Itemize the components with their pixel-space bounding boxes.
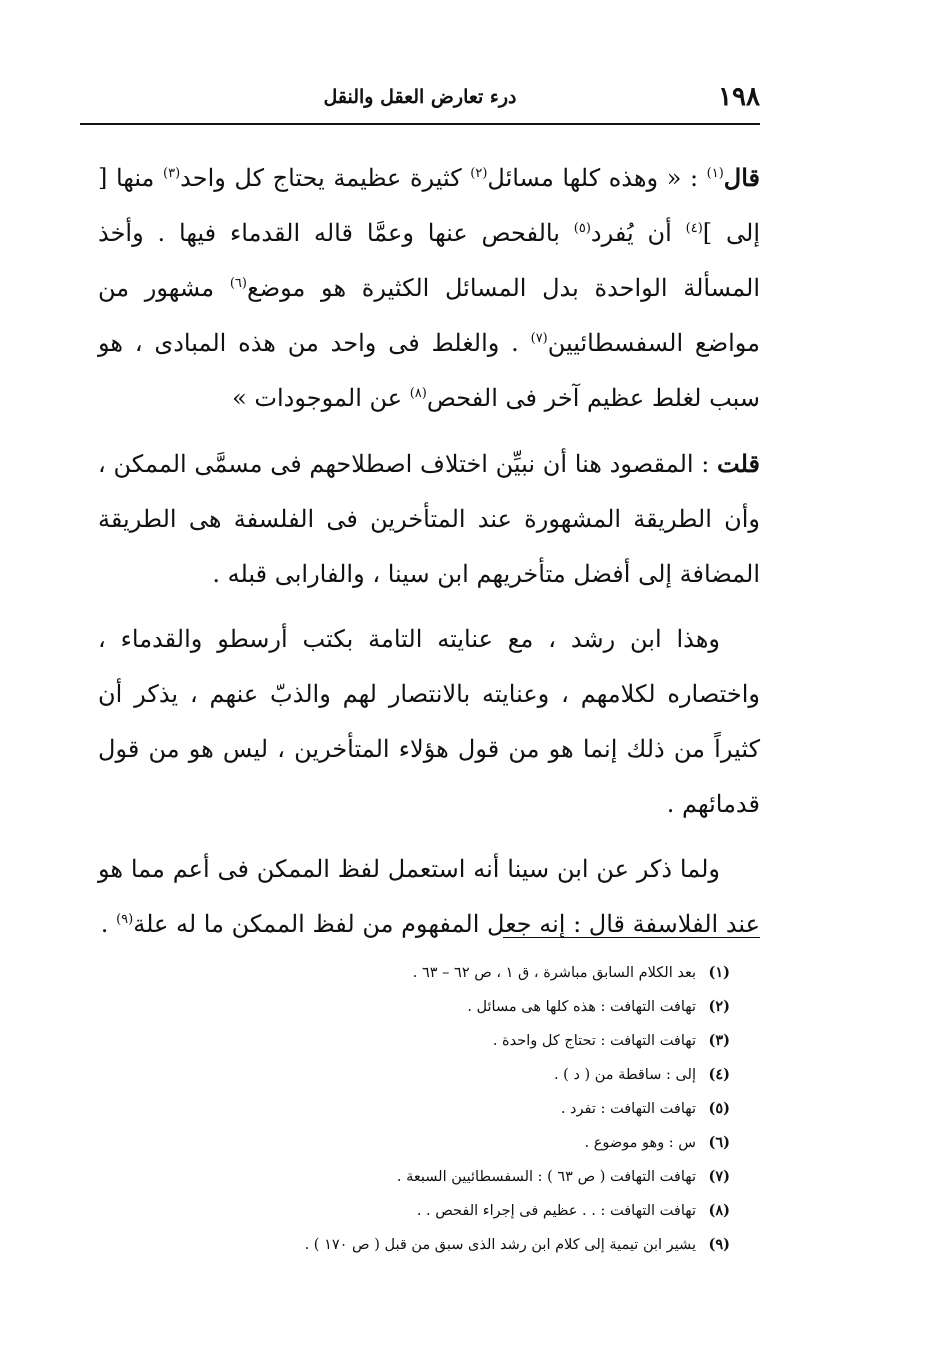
footnote-number: (٦) — [708, 1134, 730, 1151]
footnote-text: يشير ابن تيمية إلى كلام ابن رشد الذى سبق من قبل ( ص ١٧٠ ) . — [304, 1237, 696, 1253]
footnote-marker: (٨) — [409, 386, 427, 401]
paragraph — [98, 842, 760, 952]
running-title: درء تعارض العقل والنقل — [323, 86, 517, 108]
footnote-item — [120, 1024, 730, 1058]
footnote-item — [120, 1092, 730, 1126]
text-segment: بالفحص عنها وعمَّا قاله القدماء فيها . وأخذ المسألة الواحدة بدل المسائل الكثيرة هو موضع — [98, 219, 760, 302]
footnote-item — [120, 956, 730, 990]
footnote-item — [120, 1160, 730, 1194]
text-segment: كثيرة عظيمة يحتاج كل واحد — [180, 164, 471, 192]
footnote-marker: (٥) — [573, 221, 591, 236]
footnote-marker: (٤) — [685, 221, 703, 236]
footnote-number: (٤) — [708, 1066, 730, 1083]
footnote-text: بعد الكلام السابق مباشرة ، ق ١ ، ص ٦٢ – ٦٣ . — [412, 965, 696, 981]
text-segment: وهذا ابن رشد ، مع عنايته التامة بكتب أرسطو والقدماء ، واختصاره لكلامهم ، وعنايته بالانتصار لهم والذبّ عنهم ، يذكر أن كثيراً من ذلك إنما هو من قول هؤلاء المتأخرين ، ليس هو من قول قدمائهم . — [98, 625, 760, 818]
footnote-text: تهافت التهافت : . . عظيم فى إجراء الفحص . . — [416, 1203, 696, 1219]
footnote-number: (٧) — [708, 1168, 730, 1185]
text-segment: : المقصود هنا أن نبيِّن اختلاف اصطلاحهم فى مسمَّى الممكن ، وأن الطريقة المشهورة عند المتأخرين فى الفلسفة هى الطريقة المضافة إلى أفضل متأخريهم ابن سينا ، والفارابى قبله . — [98, 450, 760, 588]
paragraph — [98, 436, 760, 602]
footnote-number: (٥) — [708, 1100, 730, 1117]
footnote-marker: (١) — [706, 166, 724, 181]
footnotes — [120, 956, 730, 1262]
footnote-number: (٨) — [708, 1202, 730, 1219]
footnote-item — [120, 990, 730, 1024]
text-segment: منها [ إلى ] — [98, 164, 760, 247]
footnote-text: تهافت التهافت ( ص ٦٣ ) : السفسطائيين السبعة . — [396, 1169, 696, 1185]
text-segment: أن يُفرد — [590, 219, 686, 247]
body-text — [98, 150, 760, 962]
footnote-item — [120, 1126, 730, 1160]
footnote-number: (٢) — [708, 998, 730, 1015]
footnote-rule — [503, 937, 760, 938]
footnote-text: تهافت التهافت : تفرد . — [560, 1101, 696, 1117]
footnote-item — [120, 1194, 730, 1228]
footnote-text: تهافت التهافت : تحتاج كل واحدة . — [492, 1033, 696, 1049]
footnote-marker: (٩) — [116, 912, 134, 927]
header-rule — [80, 123, 760, 125]
footnote-marker: (٦) — [229, 276, 247, 291]
text-segment: عن الموجودات » — [232, 384, 410, 412]
footnote-text: إلى : ساقطة من ( د ) . — [553, 1067, 696, 1083]
footnote-item — [120, 1058, 730, 1092]
text-segment: مشهور من مواضع السفسطائيين — [98, 274, 761, 357]
footnote-marker: (٣) — [163, 166, 181, 181]
footnote-number: (٣) — [708, 1032, 730, 1049]
footnote-marker: (٢) — [470, 166, 488, 181]
text-segment: . والغلط فى واحد من هذه المبادى ، هو سبب لغلط عظيم آخر فى الفحص — [98, 329, 760, 412]
footnote-marker: (٧) — [530, 331, 548, 346]
page-number: ١٩٨ — [718, 82, 760, 112]
paragraph-lead-word: قال — [723, 163, 761, 192]
text-segment: : « وهذه كلها مسائل — [487, 164, 707, 192]
page-header — [80, 82, 760, 122]
footnote-number: (٩) — [708, 1236, 730, 1253]
text-segment: . — [100, 910, 117, 938]
paragraph — [98, 150, 760, 426]
footnote-number: (١) — [708, 964, 730, 981]
text-segment: ولما ذكر عن ابن سينا أنه استعمل لفظ الممكن فى أعم مما هو عند الفلاسفة قال : إنه جعل المفهوم من لفظ الممكن ما له علة — [98, 855, 760, 938]
paragraph-lead-word: قلت — [717, 449, 760, 478]
footnote-text: س : وهو موضوع . — [584, 1135, 696, 1151]
footnote-item — [120, 1228, 730, 1262]
paragraph — [98, 612, 760, 832]
footnote-text: تهافت التهافت : هذه كلها هى مسائل . — [467, 999, 696, 1015]
